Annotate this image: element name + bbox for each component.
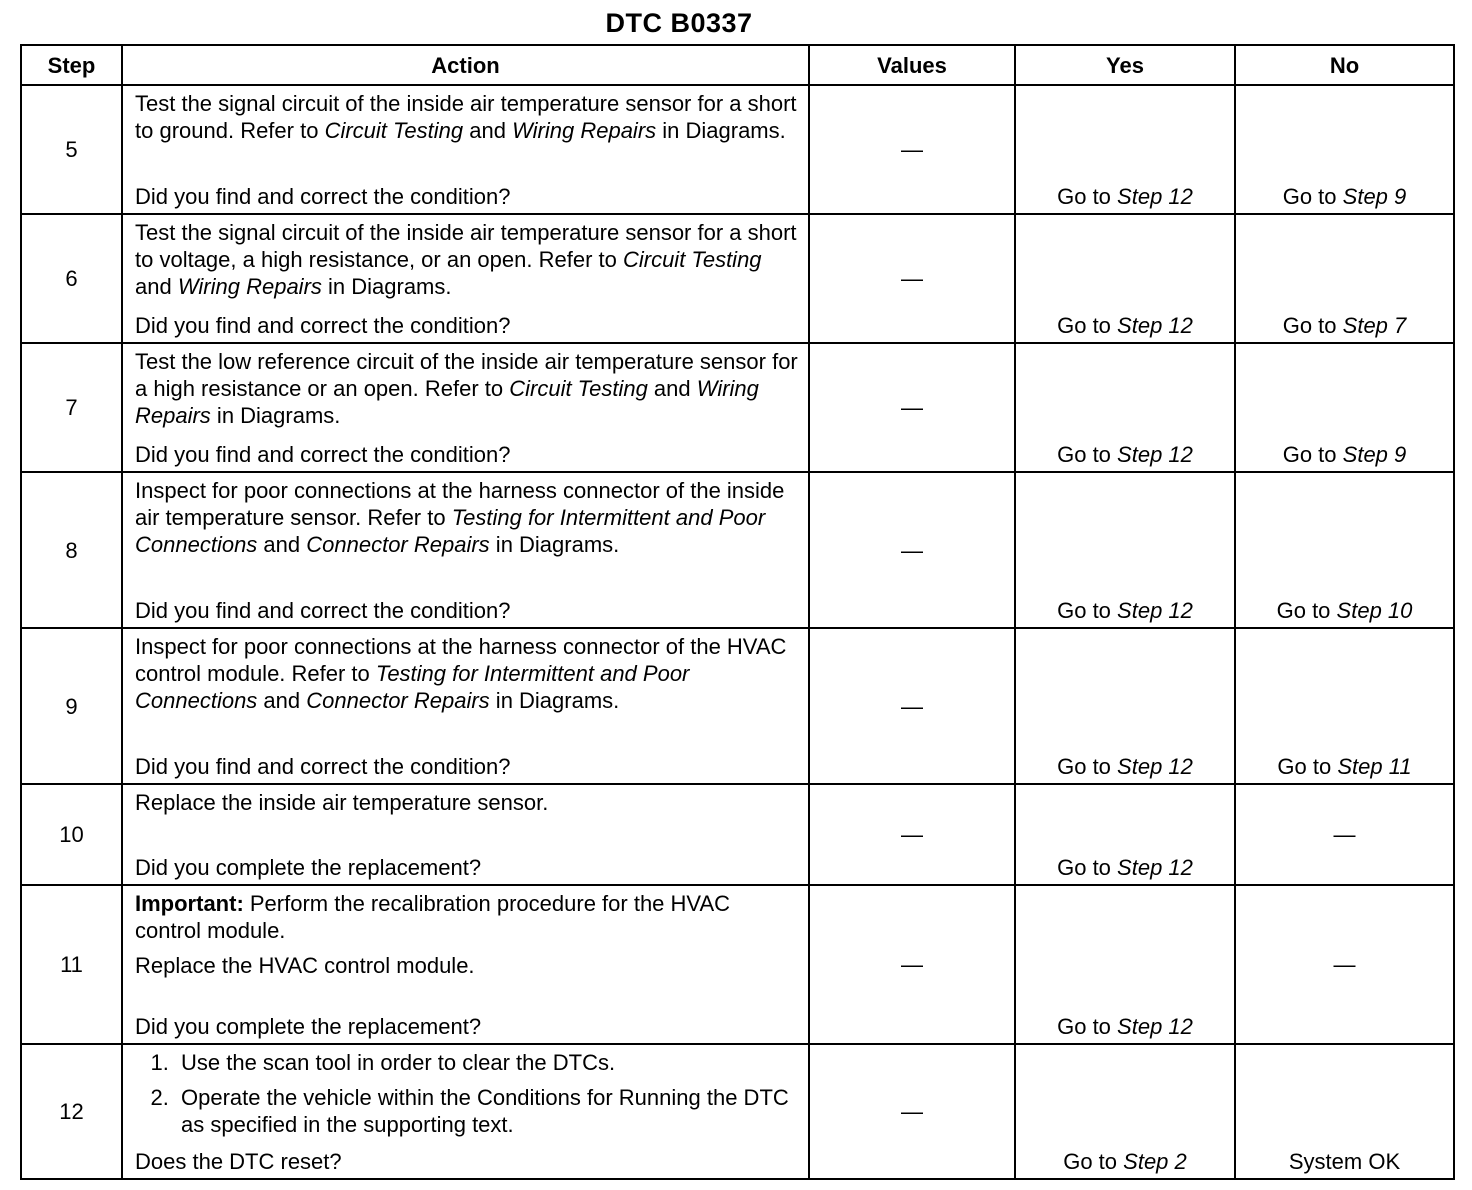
diagnostic-table [20, 44, 1455, 1180]
step-number: 8 [21, 472, 122, 628]
yes-cell: Go to Step 12 [1015, 472, 1235, 628]
no-cell: — [1235, 784, 1454, 885]
table-row [21, 214, 1454, 343]
action-question: Did you find and correct the condition? [135, 754, 511, 779]
action-cell [122, 628, 809, 784]
table-row [21, 1044, 1454, 1179]
action-cell [122, 472, 809, 628]
action-cell [122, 1044, 809, 1179]
header-no: No [1235, 45, 1454, 85]
action-steps-list [135, 1049, 800, 1138]
values-cell: — [809, 214, 1015, 343]
action-text: Inspect for poor connections at the harness connector of the HVAC control module. Refer to Testing for Intermittent and Poor Connections and Connector Repairs in Diagrams. [135, 634, 787, 713]
step-number: 11 [21, 885, 122, 1044]
values-cell: — [809, 343, 1015, 472]
values-cell: — [809, 885, 1015, 1044]
no-cell: — [1235, 885, 1454, 1044]
values-cell: — [809, 85, 1015, 214]
action-question: Did you complete the replacement? [135, 855, 482, 880]
yes-cell: Go to Step 12 [1015, 628, 1235, 784]
step-number: 9 [21, 628, 122, 784]
values-cell: — [809, 784, 1015, 885]
important-note: Important: Perform the recalibration procedure for the HVAC control module. [135, 891, 731, 943]
page-title: DTC B0337 [605, 8, 753, 38]
step-number: 12 [21, 1044, 122, 1179]
table-row [21, 628, 1454, 784]
table-row [21, 472, 1454, 628]
table-row [21, 784, 1454, 885]
action-text: Inspect for poor connections at the harness connector of the inside air temperature sensor. Refer to Testing for Intermittent and Poor Connections and Connector Repairs in Diagrams. [135, 478, 785, 557]
action-text: Replace the inside air temperature sensor. [135, 790, 549, 815]
no-cell: Go to Step 9 [1235, 85, 1454, 214]
no-cell: Go to Step 9 [1235, 343, 1454, 472]
action-question: Did you find and correct the condition? [135, 184, 511, 209]
action-text: Test the signal circuit of the inside air temperature sensor for a short to voltage, a high resistance, or an open. Refer to Circuit Testing and Wiring Repairs in Diagrams. [135, 220, 797, 299]
action-cell [122, 343, 809, 472]
step-number: 10 [21, 784, 122, 885]
yes-cell: Go to Step 12 [1015, 784, 1235, 885]
action-cell [122, 885, 809, 1044]
action-question: Did you find and correct the condition? [135, 598, 511, 623]
no-cell: Go to Step 7 [1235, 214, 1454, 343]
yes-cell: Go to Step 12 [1015, 214, 1235, 343]
step-number: 7 [21, 343, 122, 472]
action-cell [122, 784, 809, 885]
action-text: Test the signal circuit of the inside air temperature sensor for a short to ground. Refer to Circuit Testing and Wiring Repairs in Diagrams. [135, 91, 797, 143]
table-row [21, 85, 1454, 214]
header-row [21, 45, 1454, 85]
action-question: Did you find and correct the condition? [135, 442, 511, 467]
step-number: 6 [21, 214, 122, 343]
values-cell: — [809, 1044, 1015, 1179]
list-item: 1. Use the scan tool in order to clear the DTCs. [175, 1049, 800, 1076]
no-cell: System OK [1235, 1044, 1454, 1179]
action-question: Does the DTC reset? [135, 1149, 342, 1174]
action-cell [122, 85, 809, 214]
table-row [21, 343, 1454, 472]
yes-cell: Go to Step 12 [1015, 885, 1235, 1044]
action-text: Test the low reference circuit of the inside air temperature sensor for a high resistance or an open. Refer to Circuit Testing and Wiring Repairs in Diagrams. [135, 349, 798, 428]
no-cell: Go to Step 10 [1235, 472, 1454, 628]
values-cell: — [809, 628, 1015, 784]
no-cell: Go to Step 11 [1235, 628, 1454, 784]
list-item: 2. Operate the vehicle within the Conditions for Running the DTC as specified in the supporting text. [175, 1084, 800, 1138]
header-yes: Yes [1015, 45, 1235, 85]
yes-cell: Go to Step 2 [1015, 1044, 1235, 1179]
table-row [21, 885, 1454, 1044]
action-question: Did you find and correct the condition? [135, 313, 511, 338]
header-action: Action [122, 45, 809, 85]
yes-cell: Go to Step 12 [1015, 85, 1235, 214]
step-number: 5 [21, 85, 122, 214]
action-text: Replace the HVAC control module. [135, 953, 475, 978]
yes-cell: Go to Step 12 [1015, 343, 1235, 472]
values-cell: — [809, 472, 1015, 628]
header-values: Values [809, 45, 1015, 85]
action-question: Did you complete the replacement? [135, 1014, 482, 1039]
action-cell [122, 214, 809, 343]
header-step: Step [21, 45, 122, 85]
